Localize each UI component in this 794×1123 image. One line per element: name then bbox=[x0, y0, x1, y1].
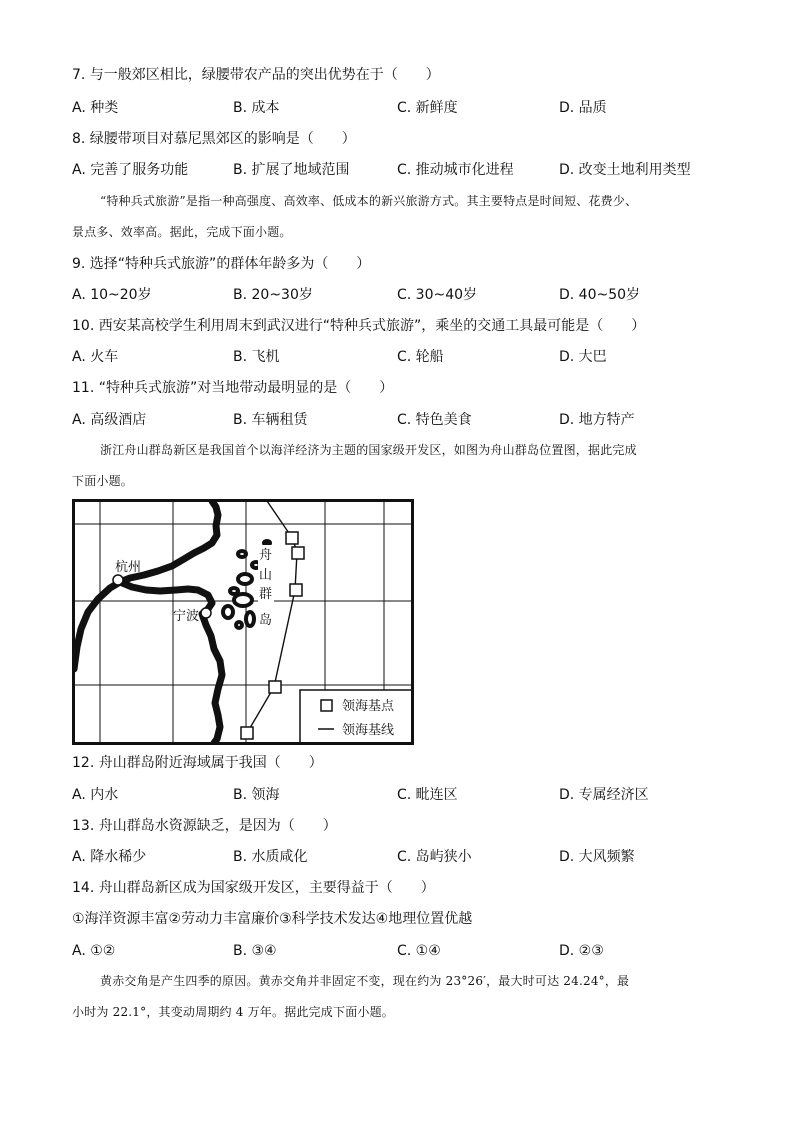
option-b: B. 20~30岁 bbox=[233, 287, 313, 303]
material-1-line-2: 景点多、效率高。据此，完成下面小题。 bbox=[72, 225, 292, 239]
option-b: B. 领海 bbox=[233, 787, 280, 803]
question-13-options bbox=[72, 848, 732, 866]
option-c: C. 毗连区 bbox=[397, 787, 458, 803]
option-b: B. 扩展了地域范围 bbox=[233, 162, 350, 178]
material-3-line-2: 小时为 22.1°，其变动周期约 4 万年。据此完成下面小题。 bbox=[72, 1005, 394, 1019]
question-7-stem: 7. 与一般郊区相比，绿腰带农产品的突出优势在于（ ） bbox=[72, 67, 440, 83]
material-passage-3 bbox=[72, 966, 732, 1028]
question-11-stem: 11. “特种兵式旅游”对当地带动最明显的是（ ） bbox=[72, 380, 394, 396]
question-14-options bbox=[72, 942, 732, 960]
city-label-hangzhou: 杭州 bbox=[115, 560, 142, 575]
question-12-options bbox=[72, 786, 732, 804]
option-b: B. 车辆租赁 bbox=[233, 412, 308, 428]
question-14-stem: 14. 舟山群岛新区成为国家级开发区，主要得益于（ ） bbox=[72, 880, 435, 896]
option-d: D. 品质 bbox=[559, 100, 607, 116]
zhoushan-location-map bbox=[72, 499, 414, 745]
base-point bbox=[286, 532, 298, 544]
option-c: C. ①④ bbox=[397, 943, 441, 959]
islands-label-char: 岛 bbox=[259, 613, 273, 628]
base-point bbox=[292, 547, 304, 559]
option-d: D. 改变土地利用类型 bbox=[559, 162, 691, 178]
option-d: D. 大巴 bbox=[559, 349, 607, 365]
option-a: A. 内水 bbox=[72, 787, 119, 803]
question-10-stem: 10. 西安某高校学生利用周末到武汉进行“特种兵式旅游”，乘坐的交通工具最可能是（ ） bbox=[72, 318, 646, 334]
material-2-line-2: 下面小题。 bbox=[72, 474, 134, 488]
islands-label bbox=[258, 545, 274, 629]
option-c: C. 新鲜度 bbox=[397, 100, 458, 116]
question-9-options bbox=[72, 286, 732, 304]
question-7-options bbox=[72, 99, 732, 117]
islands-label-char: 山 bbox=[259, 568, 273, 583]
legend-base-point-symbol bbox=[321, 700, 332, 711]
question-14-choices: ①海洋资源丰富②劳动力丰富廉价③科学技术发达④地理位置优越 bbox=[72, 911, 473, 927]
islands-label-char: 舟 bbox=[259, 548, 273, 563]
option-a: A. 降水稀少 bbox=[72, 849, 147, 865]
option-d: D. 地方特产 bbox=[559, 412, 635, 428]
material-2-line-1: 浙江舟山群岛新区是我国首个以海洋经济为主题的国家级开发区，如图为舟山群岛位置图，据此完成 bbox=[100, 443, 637, 457]
question-8-options bbox=[72, 161, 732, 179]
option-c: C. 推动城市化进程 bbox=[397, 162, 514, 178]
option-d: D. 专属经济区 bbox=[559, 787, 649, 803]
option-b: B. 成本 bbox=[233, 100, 280, 116]
option-b: B. ③④ bbox=[233, 943, 277, 959]
city-marker-hangzhou bbox=[113, 575, 123, 585]
option-d: D. ②③ bbox=[559, 943, 604, 959]
question-13-stem: 13. 舟山群岛水资源缺乏，是因为（ ） bbox=[72, 818, 337, 834]
option-c: C. 特色美食 bbox=[397, 412, 472, 428]
option-c: C. 30~40岁 bbox=[397, 287, 478, 303]
material-passage-2 bbox=[72, 435, 732, 497]
islands-label-char: 群 bbox=[259, 587, 273, 602]
legend-baseline-label: 领海基线 bbox=[342, 723, 395, 738]
option-c: C. 岛屿狭小 bbox=[397, 849, 472, 865]
city-marker-ningbo bbox=[201, 608, 211, 618]
coastline bbox=[74, 501, 222, 743]
base-point bbox=[269, 681, 281, 693]
base-point bbox=[290, 584, 302, 596]
question-8-stem: 8. 绿腰带项目对慕尼黑郊区的影响是（ ） bbox=[72, 131, 356, 147]
option-d: D. 40~50岁 bbox=[559, 287, 641, 303]
option-a: A. 火车 bbox=[72, 349, 119, 365]
map-legend bbox=[300, 690, 412, 743]
option-b: B. 飞机 bbox=[233, 349, 280, 365]
question-9-stem: 9. 选择“特种兵式旅游”的群体年龄多为（ ） bbox=[72, 256, 371, 272]
option-b: B. 水质咸化 bbox=[233, 849, 308, 865]
option-a: A. 完善了服务功能 bbox=[72, 162, 189, 178]
option-d: D. 大风频繁 bbox=[559, 849, 635, 865]
question-12-stem: 12. 舟山群岛附近海域属于我国（ ） bbox=[72, 755, 323, 771]
question-11-options bbox=[72, 411, 732, 429]
city-label-ningbo: 宁波 bbox=[173, 609, 200, 624]
material-1-line-1: “特种兵式旅游”是指一种高强度、高效率、低成本的新兴旅游方式。其主要特点是时间短、花费少、 bbox=[100, 194, 638, 208]
option-a: A. 高级酒店 bbox=[72, 412, 147, 428]
question-10-options bbox=[72, 348, 732, 366]
legend-base-point-label: 领海基点 bbox=[342, 699, 395, 714]
material-3-line-1: 黄赤交角是产生四季的原因。黄赤交角并非固定不变，现在约为 23°26′，最大时可达 24.24°，最 bbox=[100, 974, 630, 988]
option-a: A. 10~20岁 bbox=[72, 287, 152, 303]
option-a: A. ①② bbox=[72, 943, 116, 959]
option-a: A. 种类 bbox=[72, 100, 119, 116]
option-c: C. 轮船 bbox=[397, 349, 444, 365]
base-point bbox=[241, 727, 253, 739]
material-passage-1 bbox=[72, 186, 732, 248]
